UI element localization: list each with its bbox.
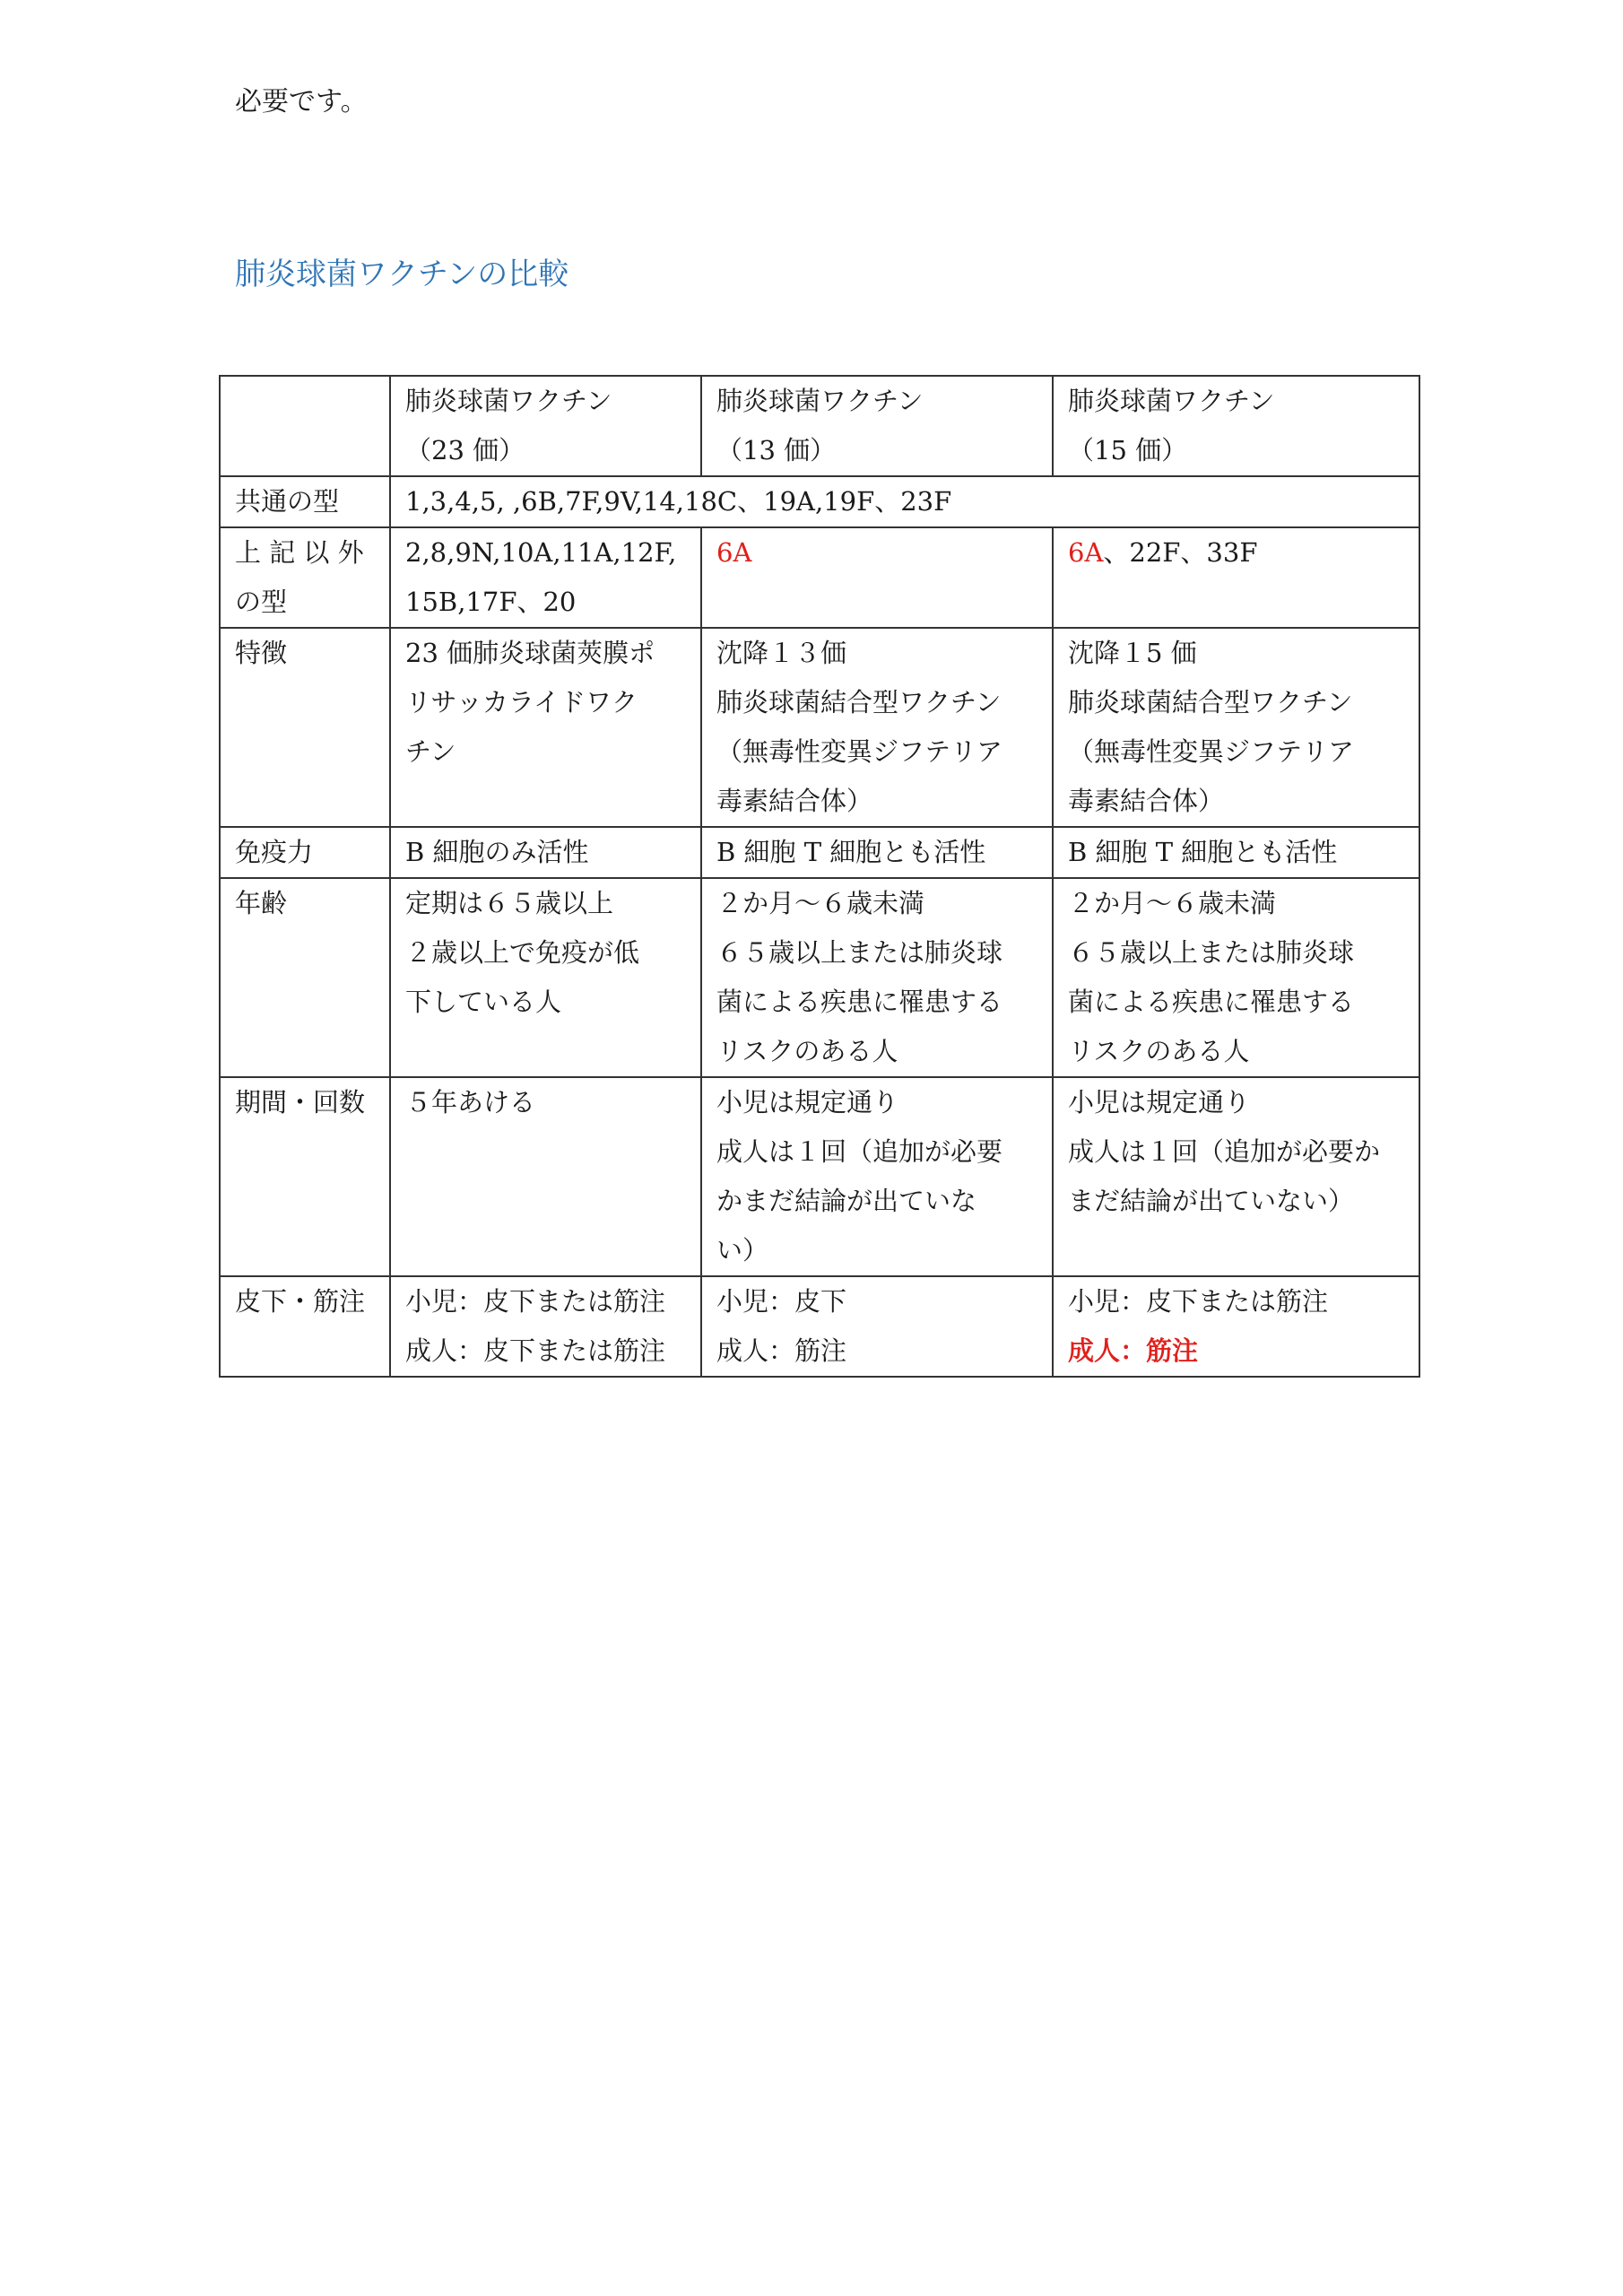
other-types-pcv15-highlight: 6A — [1068, 537, 1104, 568]
age-pcv15 — [1053, 878, 1419, 1077]
interval-pcv13-line2: 成人は１回（追加が必要 — [716, 1136, 1003, 1167]
other-types-pcv13-value: 6A — [716, 537, 752, 568]
age-ppsv23-line2: ２歳以上で免疫が低 — [405, 937, 640, 968]
features-pcv13-line4: 毒素結合体） — [716, 786, 873, 816]
other-types-pcv15-rest: 、22F、33F — [1103, 537, 1258, 568]
age-row — [220, 878, 1419, 1077]
interval-label: 期間・回数 — [220, 1077, 390, 1276]
age-pcv13-line2: ６５歳以上または肺炎球 — [716, 937, 1003, 968]
other-types-pcv15 — [1053, 527, 1419, 628]
route-pcv13-line2: 成人：筋注 — [716, 1335, 847, 1366]
header-pcv15-name: 肺炎球菌ワクチン — [1068, 386, 1275, 416]
features-ppsv23-line1: 23 価肺炎球菌莢膜ポ — [405, 638, 655, 668]
corner-cell — [220, 376, 390, 476]
interval-ppsv23: ５年あける — [390, 1077, 701, 1276]
common-types-value: 1,3,4,5, ,6B,7F,9V,14,18C、19A,19F、23F — [390, 476, 1419, 527]
other-types-label-line1: 上 記 以 外 — [235, 537, 364, 568]
interval-pcv15 — [1053, 1077, 1419, 1276]
interval-pcv15-line2: 成人は１回（追加が必要か — [1068, 1136, 1381, 1167]
features-pcv15 — [1053, 628, 1419, 827]
header-ppsv23 — [390, 376, 701, 476]
features-ppsv23-line2: リサッカライドワク — [405, 687, 638, 718]
immunity-pcv15: B 細胞 T 細胞とも活性 — [1053, 827, 1419, 878]
other-types-label — [220, 527, 390, 628]
age-pcv13 — [701, 878, 1053, 1077]
header-ppsv23-valence: （23 価） — [405, 435, 525, 465]
immunity-row — [220, 827, 1419, 878]
route-ppsv23 — [390, 1276, 701, 1377]
route-pcv15 — [1053, 1276, 1419, 1377]
other-types-ppsv23-line1: 2,8,9N,10A,11A,12F, — [405, 537, 677, 568]
features-row — [220, 628, 1419, 827]
features-ppsv23-line3: チン — [405, 736, 456, 767]
features-pcv13-line1: 沈降１３価 — [716, 638, 847, 668]
interval-pcv13-line1: 小児は規定通り — [716, 1087, 899, 1118]
common-types-row — [220, 476, 1419, 527]
features-pcv13-line3: （無毒性変異ジフテリア — [716, 736, 1003, 767]
header-ppsv23-name: 肺炎球菌ワクチン — [405, 386, 612, 416]
age-ppsv23 — [390, 878, 701, 1077]
header-pcv13 — [701, 376, 1053, 476]
immunity-label: 免疫力 — [220, 827, 390, 878]
intro-text: 必要です。 — [235, 86, 368, 117]
features-pcv15-line2: 肺炎球菌結合型ワクチン — [1068, 687, 1353, 718]
age-ppsv23-line3: 下している人 — [405, 987, 562, 1017]
header-pcv15-valence: （15 価） — [1068, 435, 1188, 465]
vaccine-comparison-table — [219, 375, 1420, 1378]
immunity-ppsv23: B 細胞のみ活性 — [390, 827, 701, 878]
features-pcv13 — [701, 628, 1053, 827]
common-types-label: 共通の型 — [220, 476, 390, 527]
age-pcv15-line1: ２か月～６歳未満 — [1068, 888, 1277, 918]
section-heading: 肺炎球菌ワクチンの比較 — [235, 257, 569, 292]
route-pcv15-highlight: 成人：筋注 — [1068, 1335, 1199, 1366]
route-ppsv23-line2: 成人：皮下または筋注 — [405, 1335, 666, 1366]
features-label: 特徴 — [220, 628, 390, 827]
interval-pcv13-line4: い） — [716, 1235, 769, 1265]
interval-pcv15-line3: まだ結論が出ていない） — [1068, 1186, 1355, 1216]
header-row — [220, 376, 1419, 476]
interval-pcv15-line1: 小児は規定通り — [1068, 1087, 1251, 1118]
features-pcv13-line2: 肺炎球菌結合型ワクチン — [716, 687, 1002, 718]
route-row — [220, 1276, 1419, 1377]
features-pcv15-line3: （無毒性変異ジフテリア — [1068, 736, 1355, 767]
header-pcv15 — [1053, 376, 1419, 476]
other-types-ppsv23-line2: 15B,17F、20 — [405, 587, 577, 617]
features-ppsv23 — [390, 628, 701, 827]
age-pcv15-line2: ６５歳以上または肺炎球 — [1068, 937, 1355, 968]
features-pcv15-line4: 毒素結合体） — [1068, 786, 1225, 816]
age-pcv13-line1: ２か月～６歳未満 — [716, 888, 925, 918]
header-pcv13-name: 肺炎球菌ワクチン — [716, 386, 924, 416]
other-types-pcv13 — [701, 527, 1053, 628]
age-pcv15-line3: 菌による疾患に罹患する — [1068, 987, 1355, 1017]
age-pcv15-line4: リスクのある人 — [1068, 1036, 1250, 1066]
age-label: 年齢 — [220, 878, 390, 1077]
route-ppsv23-line1: 小児：皮下または筋注 — [405, 1286, 666, 1317]
other-types-row — [220, 527, 1419, 628]
interval-row — [220, 1077, 1419, 1276]
interval-pcv13-line3: かまだ結論が出ていな — [716, 1186, 977, 1216]
route-pcv13-line1: 小児：皮下 — [716, 1286, 847, 1317]
age-ppsv23-line1: 定期は６５歳以上 — [405, 888, 614, 918]
other-types-ppsv23 — [390, 527, 701, 628]
age-pcv13-line3: 菌による疾患に罹患する — [716, 987, 1003, 1017]
route-pcv15-line1: 小児：皮下または筋注 — [1068, 1286, 1329, 1317]
immunity-pcv13: B 細胞 T 細胞とも活性 — [701, 827, 1053, 878]
route-label: 皮下・筋注 — [220, 1276, 390, 1377]
age-pcv13-line4: リスクのある人 — [716, 1036, 898, 1066]
route-pcv13 — [701, 1276, 1053, 1377]
features-pcv15-line1: 沈降１5 価 — [1068, 638, 1197, 668]
interval-pcv13 — [701, 1077, 1053, 1276]
other-types-label-line2: の型 — [235, 587, 288, 617]
header-pcv13-valence: （13 価） — [716, 435, 837, 465]
